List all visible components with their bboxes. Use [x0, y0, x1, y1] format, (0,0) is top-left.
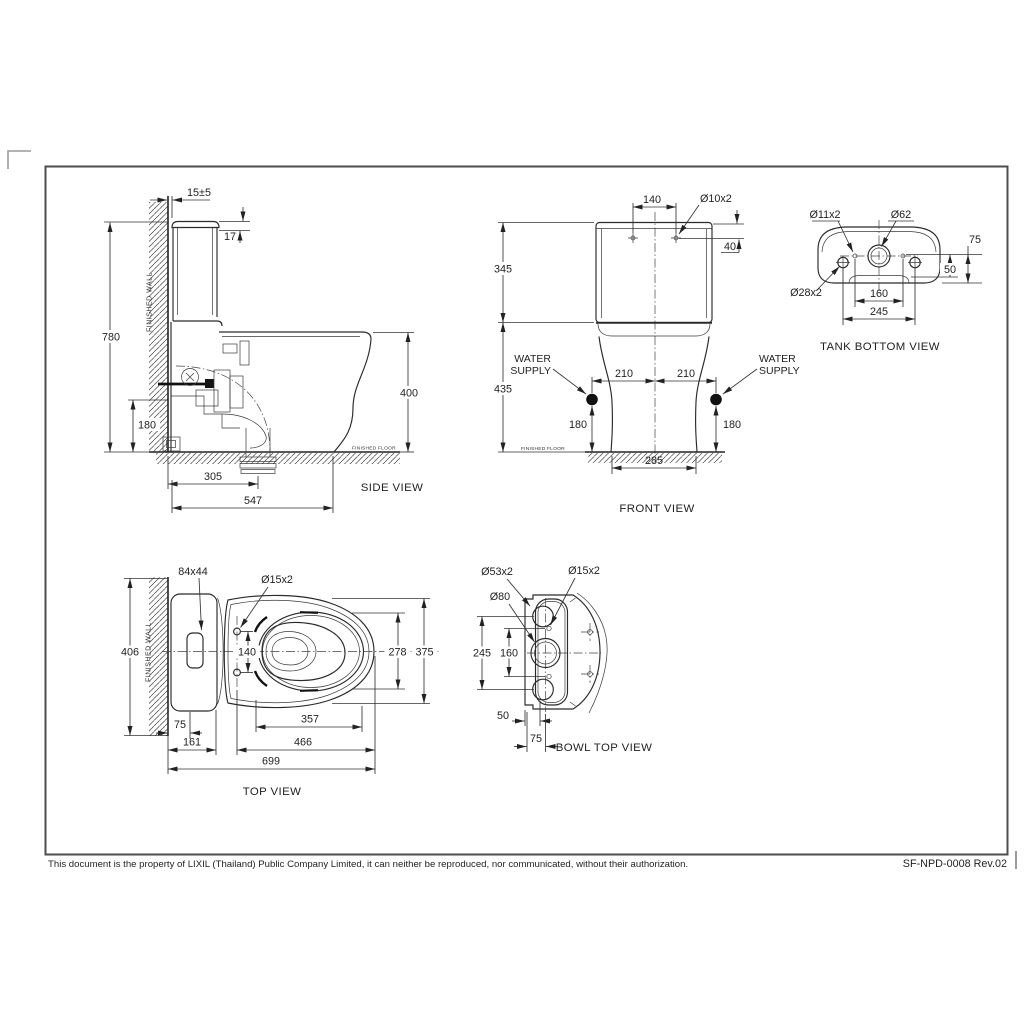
dim-overall-width: 406: [120, 646, 140, 659]
water-supply-right-label2: SUPPLY: [759, 365, 800, 377]
dim-opening-length: 357: [300, 713, 320, 726]
water-supply-left-label: WATER: [514, 353, 551, 365]
dim-overall-height: 780: [101, 331, 121, 344]
dim-edge-offset: 50: [496, 710, 510, 722]
dim-small-holes: Ø11x2: [809, 209, 841, 221]
finished-floor-label: FINISHED FLOOR: [521, 447, 565, 452]
floor-hatch: [156, 453, 400, 464]
dim-hole-spacing-inner: 160: [499, 647, 519, 660]
finished-wall-label: FINISHED WALL: [145, 622, 153, 682]
water-supply-left-label2: SUPPLY: [510, 365, 551, 377]
dim-wall-to-tank-front: 161: [182, 736, 202, 749]
dim-seat-hole-spacing: 140: [237, 646, 257, 659]
dim-recess-offset: 50: [943, 264, 957, 276]
dim-overall-depth: 547: [243, 495, 263, 507]
dim-small-holes: Ø15x2: [568, 565, 600, 577]
tank-bottom-view-title: TANK BOTTOM VIEW: [820, 341, 940, 353]
dim-hole-offset: 40: [723, 241, 737, 253]
dim-center-offset: 75: [529, 733, 543, 745]
dim-rim-height: 400: [399, 387, 419, 400]
top-view-title: TOP VIEW: [242, 786, 302, 798]
dim-small-hole-spacing: 160: [869, 288, 889, 300]
dim-center-hole: Ø62: [890, 209, 912, 221]
dim-button-size: 84x44: [178, 566, 208, 578]
dim-wall-gap: 15±5: [187, 187, 211, 199]
corner-mark: [8, 151, 31, 169]
dim-bolt-holes: Ø28x2: [790, 287, 822, 299]
dim-tank-height: 345: [493, 263, 513, 276]
dim-base-width: 285: [644, 455, 664, 467]
dim-supply-height-right: 180: [722, 419, 742, 431]
front-view-title: FRONT VIEW: [619, 503, 695, 515]
document-number: SF-NPD-0008 Rev.02: [902, 858, 1007, 870]
dim-edge-offset: 75: [968, 234, 982, 246]
border: [46, 167, 1008, 855]
footer: [48, 858, 1007, 870]
dim-pedestal-height: 435: [493, 383, 513, 396]
dim-hole-spacing: 140: [642, 194, 662, 206]
water-supply-right-label: WATER: [759, 353, 796, 365]
finished-floor-label: FINISHED FLOOR: [352, 446, 396, 452]
dim-center-hole: Ø80: [489, 591, 511, 603]
dim-supply-offset-right: 210: [676, 368, 696, 380]
footer-notice: This document is the property of LIXIL (Thailand) Public Company Limited, it can neither be reproduced, nor communicated, without their authorization.: [48, 859, 689, 870]
dim-wall-to-button: 75: [173, 719, 187, 731]
dim-lid-thickness: 17: [223, 231, 237, 243]
dim-bolt-spacing: 245: [869, 306, 889, 318]
dim-supply-height: 180: [137, 419, 157, 432]
water-supply-point-right: [710, 394, 722, 406]
bowl-top-view-title: BOWL TOP VIEW: [555, 742, 653, 754]
dim-supply-height-left: 180: [568, 419, 588, 431]
dim-seat-length: 466: [293, 736, 313, 749]
dim-outlet-offset: 305: [203, 471, 223, 483]
dim-hole-dia: Ø10x2: [700, 193, 732, 205]
dim-bowl-width: 375: [415, 646, 434, 659]
dim-supply-offset-left: 210: [614, 368, 634, 380]
dim-overall-length: 699: [261, 755, 281, 768]
dim-large-holes: Ø53x2: [481, 566, 513, 578]
dim-seat-holes: Ø15x2: [261, 574, 293, 586]
dim-hole-spacing-outer: 245: [472, 647, 492, 660]
dim-bowl-inner-width: 278: [388, 646, 407, 659]
finished-wall-label: FINISHED WALL: [146, 272, 154, 332]
side-view-title: SIDE VIEW: [360, 482, 424, 494]
water-supply-point-left: [586, 394, 598, 406]
